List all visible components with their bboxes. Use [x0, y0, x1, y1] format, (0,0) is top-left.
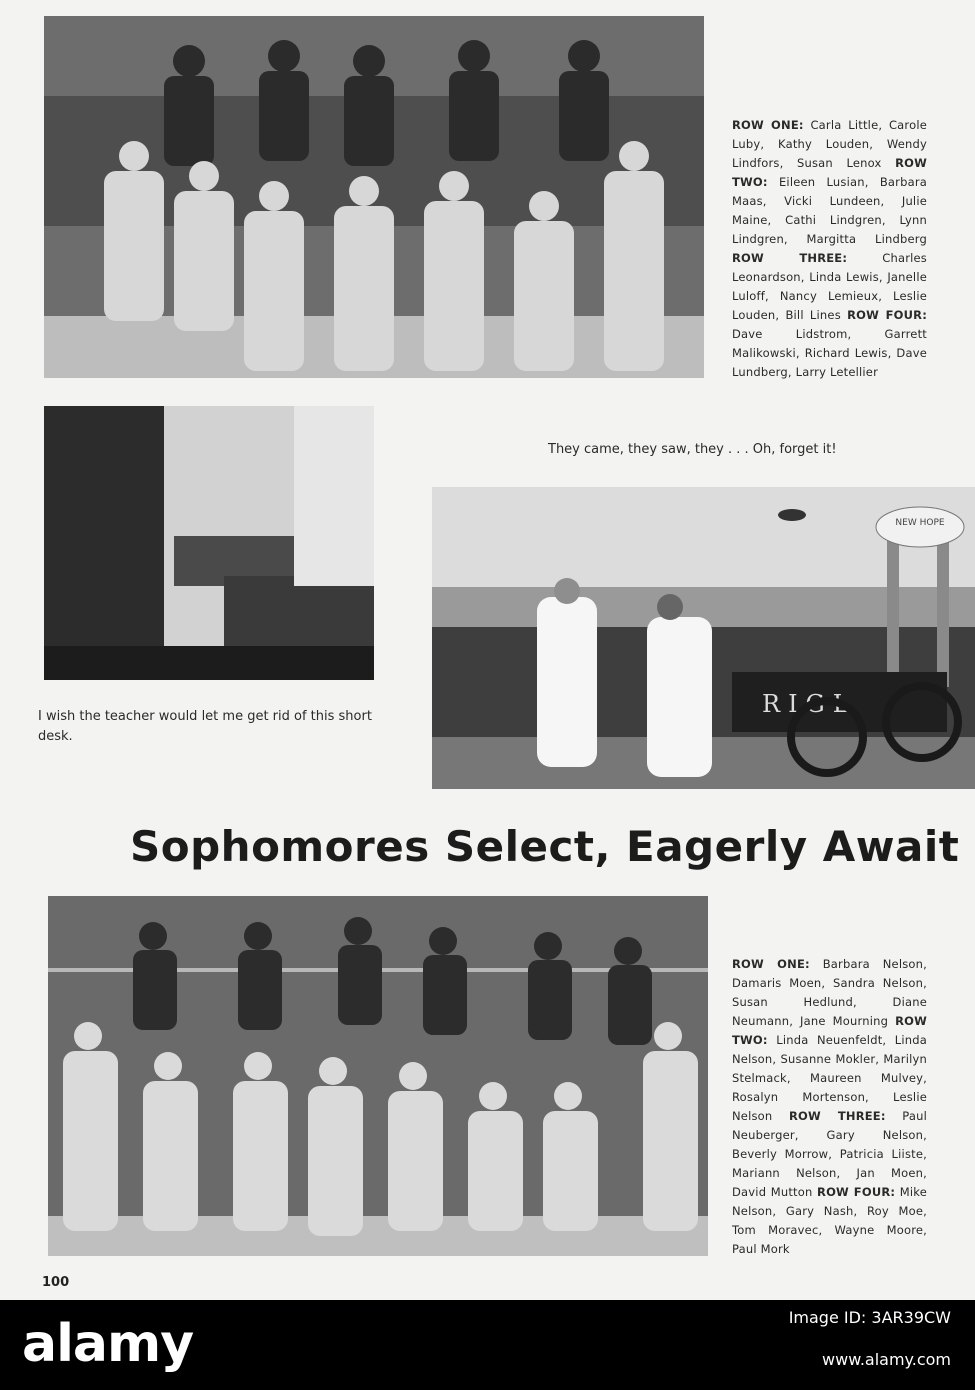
row-two-label: ROW TWO:	[732, 1014, 927, 1047]
top-photo-caption	[732, 116, 927, 382]
row-three-names: Charles Leonardson, Linda Lewis, Janelle Luloff, Nancy Lemieux, Leslie Louden, Bill Lines	[732, 251, 927, 322]
desk-caption: I wish the teacher would let me get rid of this short desk.	[38, 709, 372, 744]
row-three-names: Paul Neuberger, Gary Nelson, Beverly Morrow, Patricia Liiste, Mariann Nelson, Jan Moen, David Mutton	[732, 1109, 928, 1199]
row-two-label: ROW TWO:	[732, 156, 928, 189]
image-id-label: Image ID: 3AR39CW	[788, 1308, 951, 1327]
classroom-photo	[44, 406, 374, 680]
row-four-names: Dave Lidstrom, Garrett Malikowski, Richard Lewis, Dave Lundberg, Larry Letellier	[732, 327, 927, 379]
page-number: 100	[42, 1275, 70, 1290]
row-two-names: Linda Neuenfeldt, Linda Nelson, Susanne Mokler, Marilyn Stelmack, Maureen Mulvey, Rosalyn Mortenson, Leslie Nelson	[732, 1033, 927, 1123]
row-one-names: Carla Little, Carole Luby, Kathy Louden, Wendy Lindfors, Susan Lenox	[732, 118, 928, 170]
row-one-label: ROW ONE:	[732, 118, 804, 132]
row-three-label: ROW THREE:	[788, 1109, 886, 1123]
row-one-names: Barbara Nelson, Damaris Moen, Sandra Nelson, Susan Hedlund, Diane Neumann, Jane Mourning	[732, 957, 927, 1028]
parade-caption: They came, they saw, they . . . Oh, forget it!	[548, 442, 837, 457]
group-photo-bottom-graphic	[48, 896, 708, 1256]
group-photo-bottom	[48, 896, 708, 1256]
wagon-sign-text: RIGL	[762, 690, 857, 718]
parade-photo	[432, 487, 975, 789]
group-photo-top-graphic	[44, 16, 704, 378]
row-one-label: ROW ONE:	[732, 957, 810, 971]
parade-photo-graphic	[432, 487, 975, 789]
row-four-label: ROW FOUR:	[817, 1185, 896, 1199]
bottom-photo-caption	[732, 955, 927, 1259]
row-four-names: Mike Nelson, Gary Nash, Roy Moe, Tom Moravec, Wayne Moore, Paul Mork	[732, 1185, 928, 1256]
site-url: www.alamy.com	[822, 1350, 951, 1369]
row-four-label: ROW FOUR:	[847, 308, 928, 322]
brand-logo: alamy	[22, 1314, 194, 1374]
row-three-label: ROW THREE:	[732, 251, 848, 265]
watermark-footer	[0, 1300, 975, 1390]
classroom-photo-graphic	[44, 406, 374, 680]
water-tower-text: NEW HOPE	[895, 518, 945, 528]
group-photo-top	[44, 16, 704, 378]
page-headline: Sophomores Select, Eagerly Await	[130, 822, 960, 871]
row-two-names: Eileen Lusian, Barbara Maas, Vicki Lundeen, Julie Maine, Cathi Lindgren, Lynn Lindgren, Margitta Lindberg	[732, 175, 928, 246]
